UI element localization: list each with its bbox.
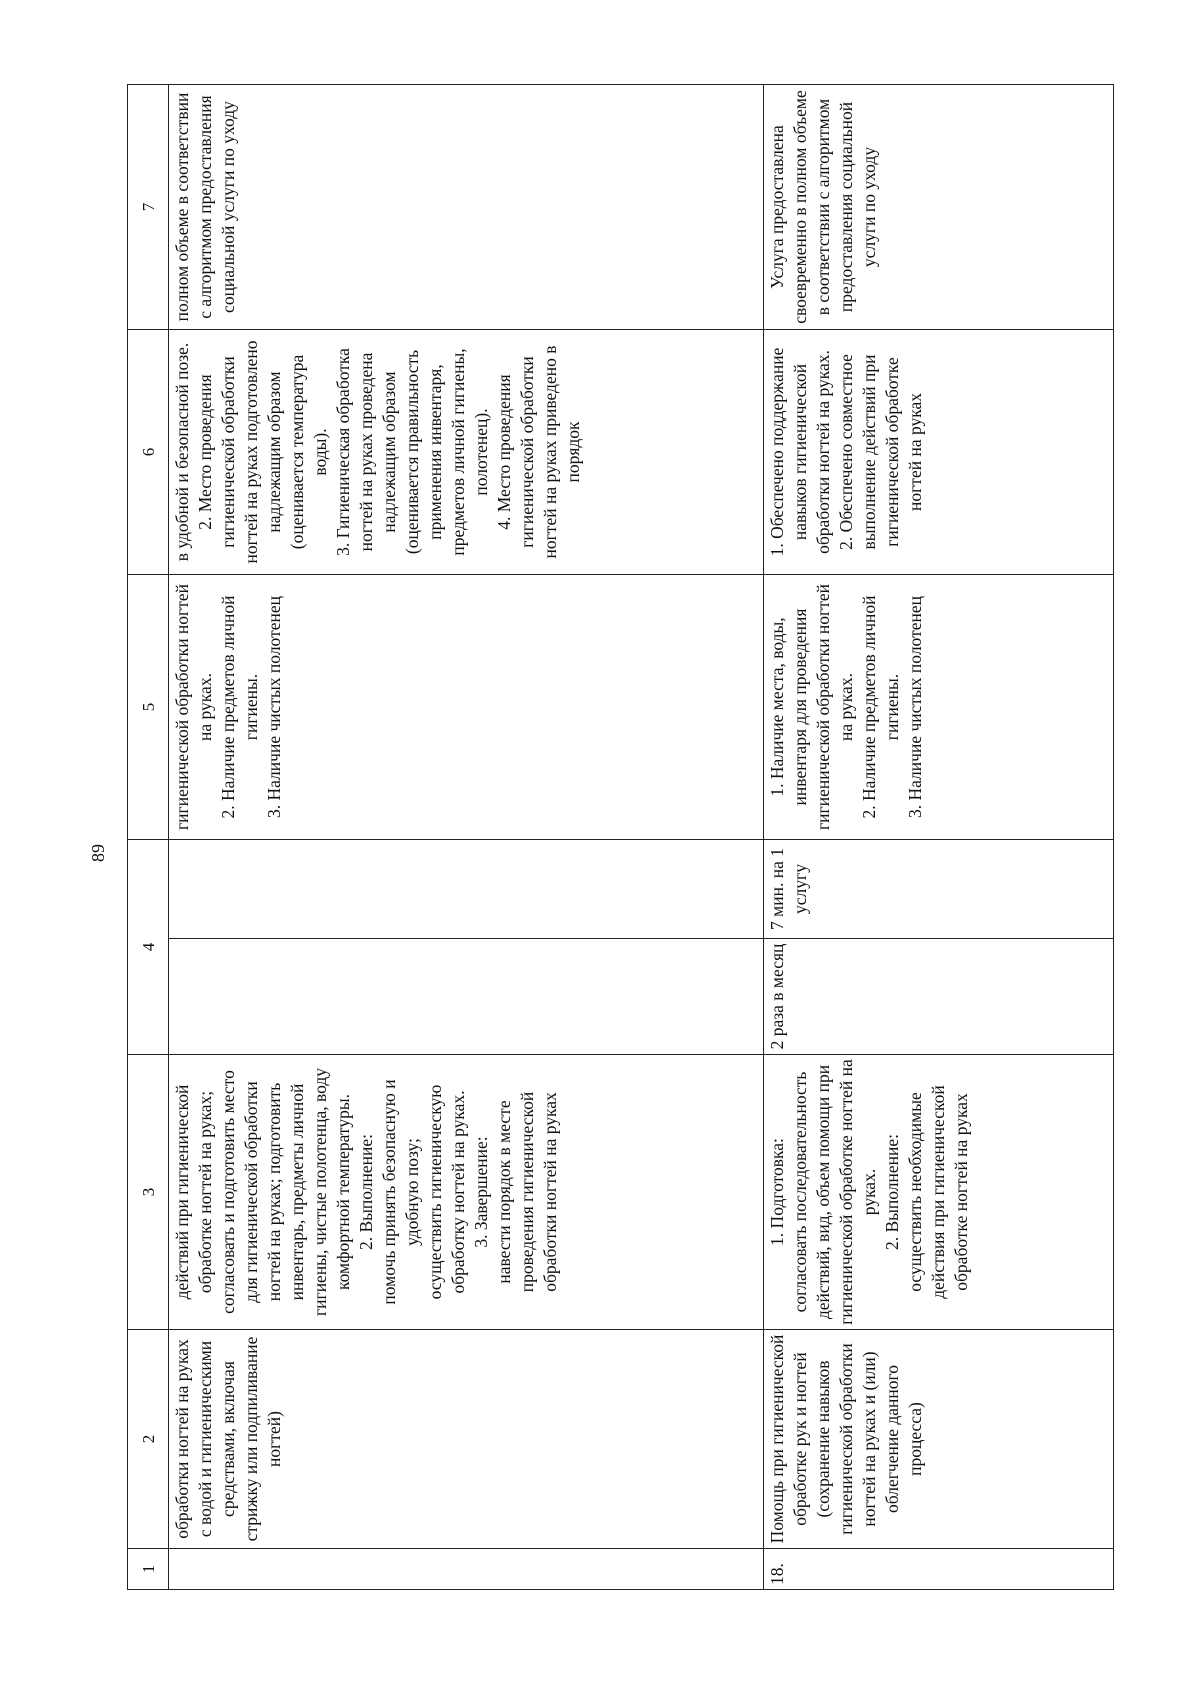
frequency-cell — [169, 939, 764, 1055]
header-col-3: 3 — [128, 1055, 169, 1330]
header-col-4: 4 — [128, 840, 169, 1055]
service-content-cell: действий при гигиенической обработке ногтей на руках; согласовать и подготовить место для гигиенической обработки ногтей на руках; подготовить инвентарь, предметы личной гигиены, чистые полотенца, воду комфортной температуры. 2. Выполнение: помочь принять безопасную и удобную позу; осуществить гигиеническую обработку ногтей на руках. 3. Завершение: навести порядок в месте проведения гигиенической обработки ногтей на руках — [169, 1055, 764, 1330]
row-number — [169, 1549, 764, 1590]
frequency-cell: 2 раза в месяц — [764, 939, 1114, 1055]
service-content-cell: 1. Подготовка: согласовать последовательность действий, вид, объем помощи при гигиенической обработке ногтей на руках. 2. Выполнение: осуществить необходимые действия при гигиенической обработке ногтей на руках — [764, 1055, 1114, 1330]
quality-indicators-cell: 1. Обеспечено поддержание навыков гигиенической обработки ногтей на руках. 2. Обеспечено совместное выполнение действий при гигиенической обработке ногтей на руках — [764, 330, 1114, 575]
table-row — [169, 85, 764, 1590]
conditions-cell: гигиенической обработки ногтей на руках. 2. Наличие предметов личной гигиены. 3. Наличие чистых полотенец — [169, 575, 764, 840]
header-col-6: 6 — [128, 330, 169, 575]
result-evaluation-cell: Услуга предоставлена своевременно в полном объеме в соответствии с алгоритмом предоставления социальной услуги по уходу — [764, 85, 1114, 330]
header-col-2: 2 — [128, 1330, 169, 1549]
result-evaluation-cell: полном объеме в соответствии с алгоритмом предоставления социальной услуги по уходу — [169, 85, 764, 330]
header-col-1: 1 — [128, 1549, 169, 1590]
service-name-cell: обработки ногтей на руках с водой и гигиеническими средствами, включая стрижку или подпиливание ногтей) — [169, 1330, 764, 1549]
service-name-cell: Помощь при гигиенической обработке рук и ногтей (сохранение навыков гигиенической обработки ногтей на руках и (или) облегчение данного процесса) — [764, 1330, 1114, 1549]
rotated-table-container — [127, 85, 1102, 1590]
conditions-cell: 1. Наличие места, воды, инвентаря для проведения гигиенической обработки ногтей на руках. 2. Наличие предметов личной гигиены. 3. Наличие чистых полотенец — [764, 575, 1114, 840]
page-number: 89 — [88, 844, 108, 862]
duration-cell: 7 мин. на 1 услугу — [764, 840, 1114, 939]
service-standards-table — [127, 84, 1114, 1590]
row-number: 18. — [764, 1549, 1114, 1590]
table-row — [764, 85, 1114, 1590]
table-header-row — [128, 85, 169, 1590]
duration-cell — [169, 840, 764, 939]
header-col-7: 7 — [128, 85, 169, 330]
quality-indicators-cell: в удобной и безопасной позе. 2. Место проведения гигиенической обработки ногтей на руках подготовлено надлежащим образом (оценивается температура воды). 3. Гигиеническая обработка ногтей на руках проведена надлежащим образом (оценивается правильность применения инвентаря, предметов личной гигиены, полотенец). 4. Место проведения гигиенической обработки ногтей на руках приведено в порядок — [169, 330, 764, 575]
header-col-5: 5 — [128, 575, 169, 840]
